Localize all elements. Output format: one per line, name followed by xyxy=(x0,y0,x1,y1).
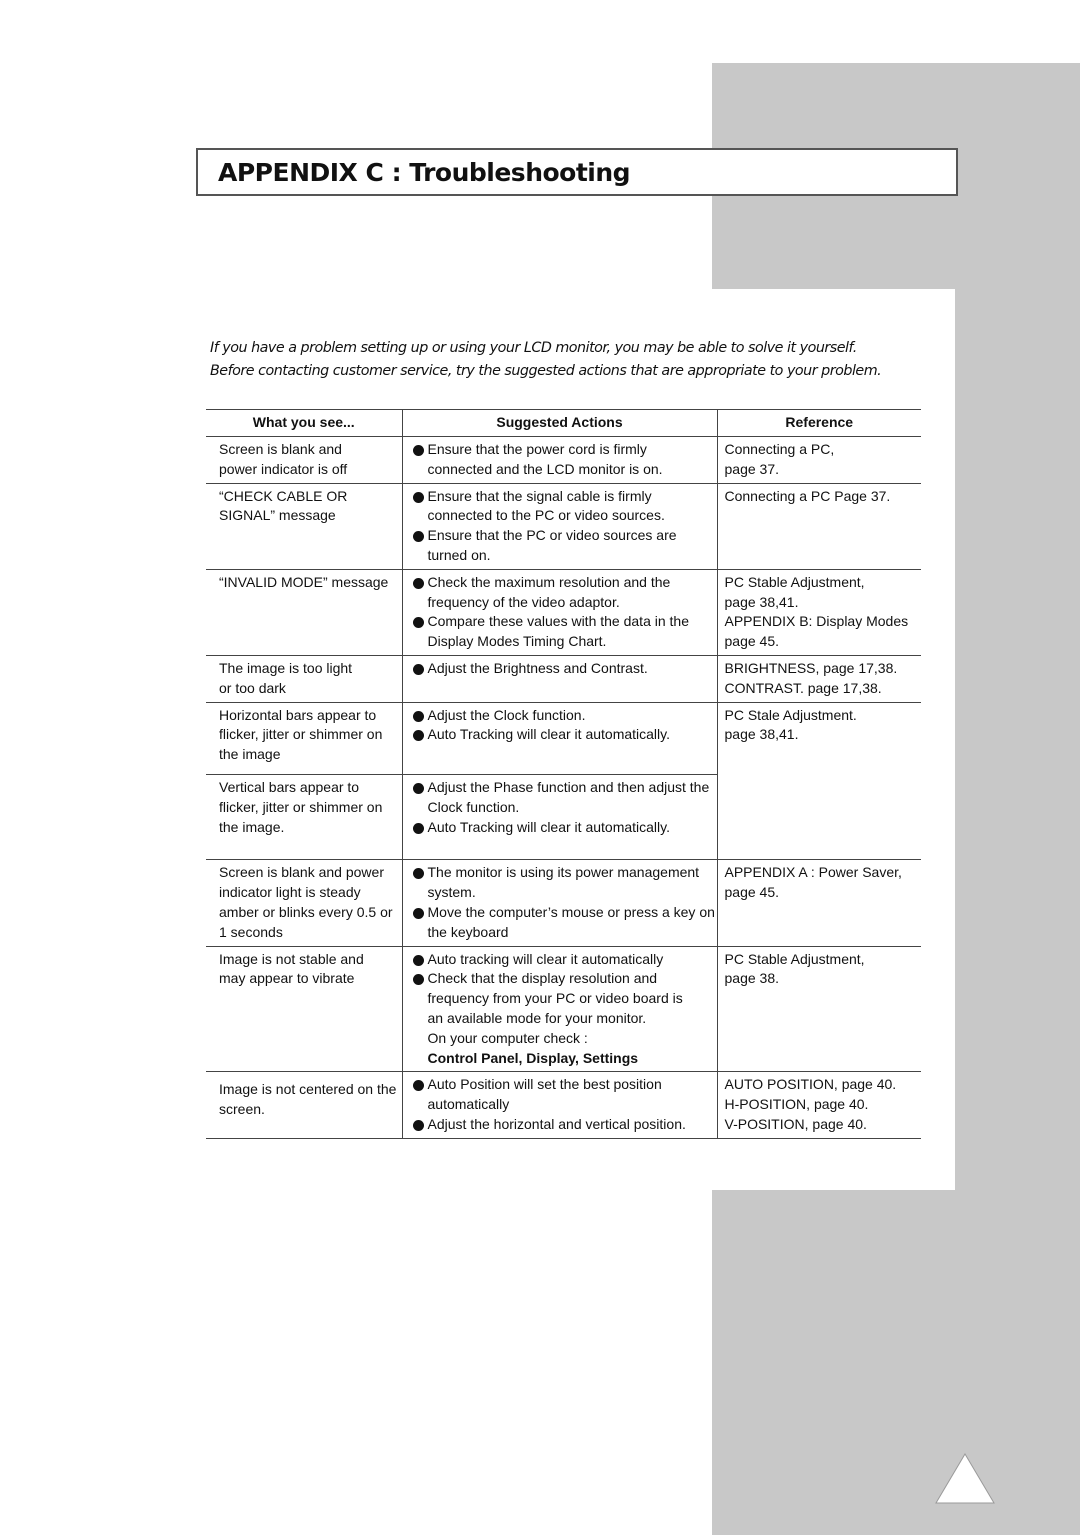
symptom-cell xyxy=(206,860,402,946)
table-row xyxy=(206,946,921,1072)
table-header-row xyxy=(206,410,921,437)
action-item xyxy=(411,659,713,679)
reference-cell xyxy=(717,569,921,655)
reference-line: PC Stable Adjustment, xyxy=(724,573,865,590)
action-line: Adjust the horizontal and vertical position. xyxy=(427,1115,686,1132)
symptom-line: SIGNAL” message xyxy=(219,507,336,524)
actions-cell xyxy=(402,1072,717,1138)
symptom-line: indicator light is steady xyxy=(219,884,361,901)
action-line: the keyboard xyxy=(427,923,509,940)
reference-line: PC Stale Adjustment. xyxy=(724,706,857,723)
symptom-line: may appear to vibrate xyxy=(219,970,355,987)
reference-cell xyxy=(717,702,921,860)
symptom-line: The image is too light xyxy=(219,659,353,676)
action-line: Adjust the Phase function and then adjust the xyxy=(427,778,710,795)
symptom-line: Screen is blank and xyxy=(219,441,342,457)
symptom-cell xyxy=(206,774,402,859)
reference-cell xyxy=(717,437,921,484)
action-line: Auto tracking will clear it automatically xyxy=(427,950,664,967)
actions-cell xyxy=(402,702,717,774)
symptom-line: amber or blinks every 0.5 or xyxy=(219,903,393,920)
symptom-cell xyxy=(206,702,402,774)
reference-line: CONTRAST. page 17,38. xyxy=(724,679,882,696)
table-row xyxy=(206,655,921,702)
intro-line-1: If you have a problem setting up or using your LCD monitor, you may be able to solve it yourself. xyxy=(210,340,857,356)
symptom-cell xyxy=(206,1072,402,1138)
action-item xyxy=(411,969,713,1048)
action-item xyxy=(411,778,713,818)
reference-cell xyxy=(717,860,921,946)
symptom-cell xyxy=(206,655,402,702)
reference-line: APPENDIX A : Power Saver, xyxy=(724,864,902,881)
reference-line: BRIGHTNESS, page 17,38. xyxy=(724,659,898,676)
action-line: Adjust the Brightness and Contrast. xyxy=(427,659,648,676)
action-item xyxy=(411,487,713,527)
table-row xyxy=(206,1072,921,1138)
symptom-line: or too dark xyxy=(219,679,286,696)
symptom-cell xyxy=(206,569,402,655)
header-reference: Reference xyxy=(717,410,921,437)
symptom-cell xyxy=(206,946,402,1072)
action-line: The monitor is using its power management xyxy=(427,864,700,881)
action-line: Auto Tracking will clear it automatically. xyxy=(427,818,670,835)
symptom-line: the image. xyxy=(219,818,285,835)
symptom-line: “INVALID MODE” message xyxy=(219,573,389,590)
reference-line: Connecting a PC Page 37. xyxy=(724,487,891,504)
actions-cell xyxy=(402,946,717,1072)
action-item xyxy=(411,725,713,745)
action-line: Check that the display resolution and xyxy=(427,970,658,987)
action-item xyxy=(411,706,713,726)
reference-line: page 45. xyxy=(724,633,779,650)
intro-text xyxy=(210,337,930,383)
action-path-bold: Control Panel, Display, Settings xyxy=(427,1049,639,1066)
actions-cell xyxy=(402,437,717,484)
symptom-line: “CHECK CABLE OR xyxy=(219,487,348,504)
action-line: Compare these values with the data in the xyxy=(427,613,689,630)
actions-cell xyxy=(402,569,717,655)
action-line: Ensure that the PC or video sources are xyxy=(427,527,677,544)
symptom-line: 1 seconds xyxy=(219,923,283,940)
table-row xyxy=(206,569,921,655)
actions-cell xyxy=(402,483,717,569)
symptom-line: Vertical bars appear to xyxy=(219,778,360,795)
symptom-cell xyxy=(206,437,402,484)
actions-cell xyxy=(402,655,717,702)
troubleshooting-table xyxy=(206,409,921,1139)
intro-line-2: Before contacting customer service, try the suggested actions that are appropriate to your problem. xyxy=(210,363,882,379)
action-item xyxy=(411,903,713,943)
action-line: Display Modes Timing Chart. xyxy=(427,633,607,650)
action-line: connected to the PC or video sources. xyxy=(427,507,665,524)
action-line: Check the maximum resolution and the xyxy=(427,573,671,590)
action-item xyxy=(411,950,713,970)
action-item xyxy=(411,1075,713,1115)
actions-cell xyxy=(402,860,717,946)
reference-line: page 38,41. xyxy=(724,726,799,743)
action-item xyxy=(411,526,713,566)
symptom-line: Horizontal bars appear to xyxy=(219,706,377,723)
table-row xyxy=(206,437,921,484)
action-line: Adjust the Clock function. xyxy=(427,706,586,723)
up-arrow-icon[interactable] xyxy=(934,1452,996,1505)
header-suggested-actions: Suggested Actions xyxy=(402,410,717,437)
reference-line: Connecting a PC, xyxy=(724,441,835,457)
title-box xyxy=(196,148,958,196)
reference-line: PC Stable Adjustment, xyxy=(724,950,865,967)
reference-line: page 37. xyxy=(724,460,779,477)
action-item xyxy=(411,440,713,480)
symptom-line: Screen is blank and power xyxy=(219,864,384,881)
action-line: Auto Tracking will clear it automatically. xyxy=(427,726,670,743)
gray-band-bottom xyxy=(712,1190,1080,1535)
action-line: frequency of the video adaptor. xyxy=(427,593,620,610)
action-line: automatically xyxy=(427,1096,510,1113)
symptom-line: power indicator is off xyxy=(219,460,348,477)
action-line: frequency from your PC or video board is xyxy=(427,990,683,1007)
table-row xyxy=(206,483,921,569)
action-line: system. xyxy=(427,884,476,901)
actions-cell xyxy=(402,774,717,859)
reference-cell xyxy=(717,655,921,702)
action-item xyxy=(411,573,713,613)
table-row xyxy=(206,860,921,946)
action-item xyxy=(411,863,713,903)
reference-line: V-POSITION, page 40. xyxy=(724,1115,867,1132)
reference-line: page 38. xyxy=(724,970,779,987)
page-title: APPENDIX C : Troubleshooting xyxy=(218,158,631,187)
reference-line: page 38,41. xyxy=(724,593,799,610)
reference-cell xyxy=(717,946,921,1072)
action-line: Move the computer’s mouse or press a key on xyxy=(427,903,715,920)
action-item xyxy=(411,1115,713,1135)
action-line: Clock function. xyxy=(427,798,520,815)
action-item xyxy=(411,818,713,838)
reference-cell xyxy=(717,483,921,569)
action-line: connected and the LCD monitor is on. xyxy=(427,460,663,477)
symptom-line: screen. xyxy=(219,1101,265,1118)
reference-line: AUTO POSITION, page 40. xyxy=(724,1076,897,1093)
action-line: turned on. xyxy=(427,546,491,563)
reference-line: H-POSITION, page 40. xyxy=(724,1096,869,1113)
action-line: an available mode for your monitor. xyxy=(427,1009,647,1026)
symptom-line: the image xyxy=(219,746,281,763)
table-row xyxy=(206,702,921,774)
symptom-line: Image is not centered on the xyxy=(219,1081,397,1098)
action-item xyxy=(411,612,713,652)
symptom-line: flicker, jitter or shimmer on xyxy=(219,726,383,743)
reference-cell xyxy=(717,1072,921,1138)
reference-line: page 45. xyxy=(724,884,779,901)
action-line: Ensure that the power cord is firmly xyxy=(427,441,647,457)
action-line: Ensure that the signal cable is firmly xyxy=(427,487,652,504)
symptom-cell xyxy=(206,483,402,569)
header-what-you-see: What you see... xyxy=(206,410,402,437)
symptom-line: flicker, jitter or shimmer on xyxy=(219,798,383,815)
action-line: On your computer check : xyxy=(427,1029,588,1046)
symptom-line: Image is not stable and xyxy=(219,950,364,967)
action-line: Auto Position will set the best position xyxy=(427,1076,662,1093)
reference-line: APPENDIX B: Display Modes xyxy=(724,613,909,630)
